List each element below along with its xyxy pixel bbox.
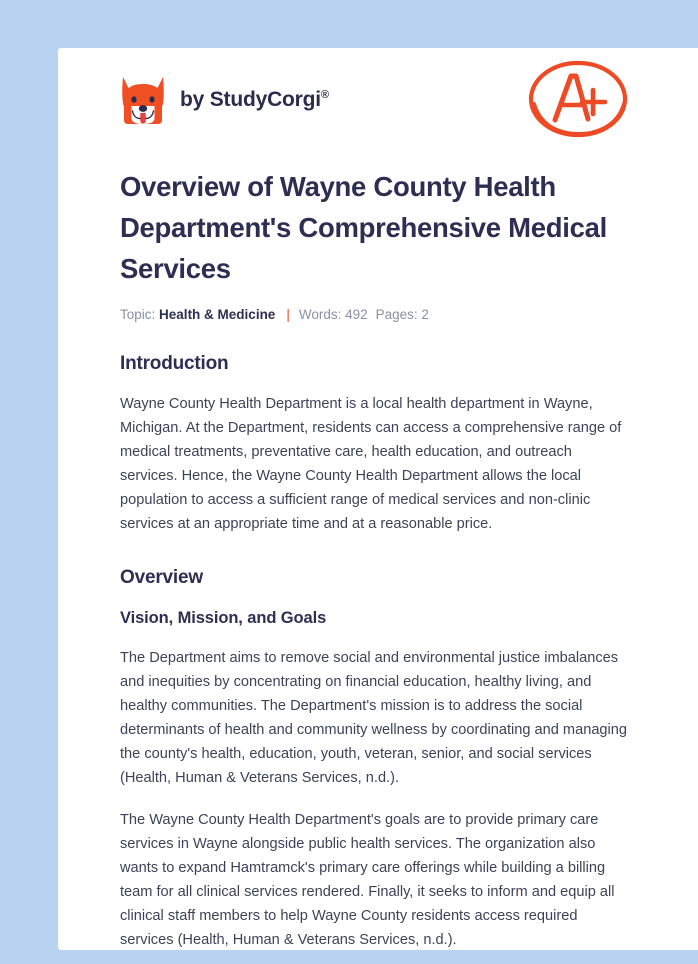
section-paragraph: The Department aims to remove social and environmental justice imbalances and inequities by concentrating on financial education, healthy living, and healthy communities. The Department's mission is to address the social determinants of health and community wellness by coordinating and managing the county's health, education, youth, veteran, senior, and social services (Health, Human & Veterans Services, n.d.). [120, 650, 628, 786]
meta-separator: | [286, 307, 290, 322]
meta-topic-value[interactable]: Health & Medicine [159, 307, 276, 322]
section-introduction [120, 353, 630, 536]
section-heading: Introduction [120, 353, 229, 374]
section-paragraph: The Wayne County Health Department's goals are to provide primary care services in Wayne alongside public health services. The organization also wants to expand Hamtramck's primary care offerings while building a billing team for all clinical services rendered. Finally, it seeks to inform and equip all clinical staff members to help Wayne County residents access required services (Health, Human & Veterans Services, n.d.). [120, 812, 615, 948]
document-page [58, 48, 698, 950]
page-title: Overview of Wayne County Health Department's Comprehensive Medical Services [120, 171, 607, 284]
brand-prefix: by [180, 88, 210, 111]
brand-wordmark [180, 88, 329, 112]
section-subheading: Vision, Mission, and Goals [120, 609, 327, 627]
meta-page-count: Pages: 2 [375, 307, 429, 322]
document-content [58, 48, 698, 950]
document-meta [120, 307, 630, 322]
brand-name: StudyCorgi [209, 88, 321, 111]
section-overview [120, 567, 630, 950]
corgi-face-icon [120, 75, 166, 125]
meta-topic-label: Topic: [120, 307, 156, 322]
studycorgi-brand[interactable] [120, 75, 329, 125]
a-plus-grade-badge [526, 58, 630, 142]
meta-word-count: Words: 492 [298, 307, 368, 322]
registered-trademark-icon: ® [320, 89, 329, 101]
section-heading: Overview [120, 567, 203, 588]
document-header [120, 48, 630, 150]
section-paragraph: Wayne County Health Department is a local health department in Wayne, Michigan. At the Department, residents can access a comprehensive range of medical treatments, preventative care, health education, and outreach services. Hence, the Wayne County Health Department allows the local population to access a sufficient range of medical services and non-clinic services at an appropriate time and at a reasonable price. [120, 396, 622, 532]
